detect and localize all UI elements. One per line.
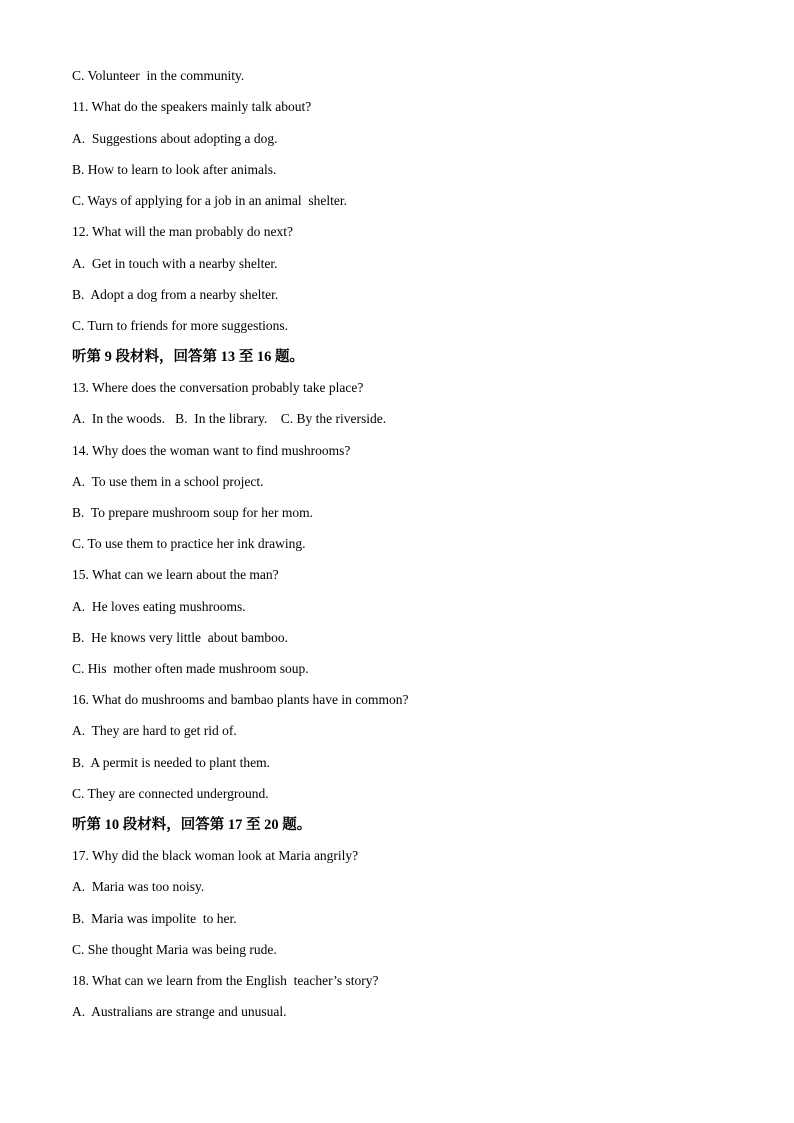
option-16a: A. They are hard to get rid of. [72,723,237,738]
option-12b: B. Adopt a dog from a nearby shelter. [72,287,279,302]
question-18: 18. What can we learn from the English teacher’s story? [72,973,379,988]
option-11a: A. Suggestions about adopting a dog. [72,131,278,146]
question-14: 14. Why does the woman want to find mushrooms? [72,443,351,458]
option-14c: C. To use them to practice her ink drawing. [72,536,306,551]
question-17: 17. Why did the black woman look at Maria angrily? [72,848,359,863]
question-12: 12. What will the man probably do next? [72,224,293,239]
option-11b: B. How to learn to look after animals. [72,162,277,177]
question-16: 16. What do mushrooms and bambao plants have in common? [72,692,409,707]
option-15b: B. He knows very little about bamboo. [72,630,288,645]
option-14b: B. To prepare mushroom soup for her mom. [72,505,314,520]
option-14a: A. To use them in a school project. [72,474,264,489]
option-16c: C. They are connected underground. [72,786,269,801]
option-12a: A. Get in touch with a nearby shelter. [72,256,278,271]
option-17b: B. Maria was impolite to her. [72,911,237,926]
option-10c: C. Volunteer in the community. [72,68,245,83]
option-11c: C. Ways of applying for a job in an animal shelter. [72,193,347,208]
question-11: 11. What do the speakers mainly talk about? [72,99,312,114]
section-heading-10: 听第 10 段材料，回答第 17 至 20 题。 [72,817,312,833]
question-13: 13. Where does the conversation probably take place? [72,380,364,395]
option-12c: C. Turn to friends for more suggestions. [72,318,288,333]
option-17c: C. She thought Maria was being rude. [72,942,277,957]
question-15: 15. What can we learn about the man? [72,567,279,582]
option-16b: B. A permit is needed to plant them. [72,755,270,770]
section-heading-9: 听第 9 段材料，回答第 13 至 16 题。 [72,349,304,365]
option-15c: C. His mother often made mushroom soup. [72,661,309,676]
option-17a: A. Maria was too noisy. [72,879,205,894]
option-18a: A. Australians are strange and unusual. [72,1004,287,1019]
option-15a: A. He loves eating mushrooms. [72,599,246,614]
options-13: A. In the woods. B. In the library. C. By the riverside. [72,411,387,426]
